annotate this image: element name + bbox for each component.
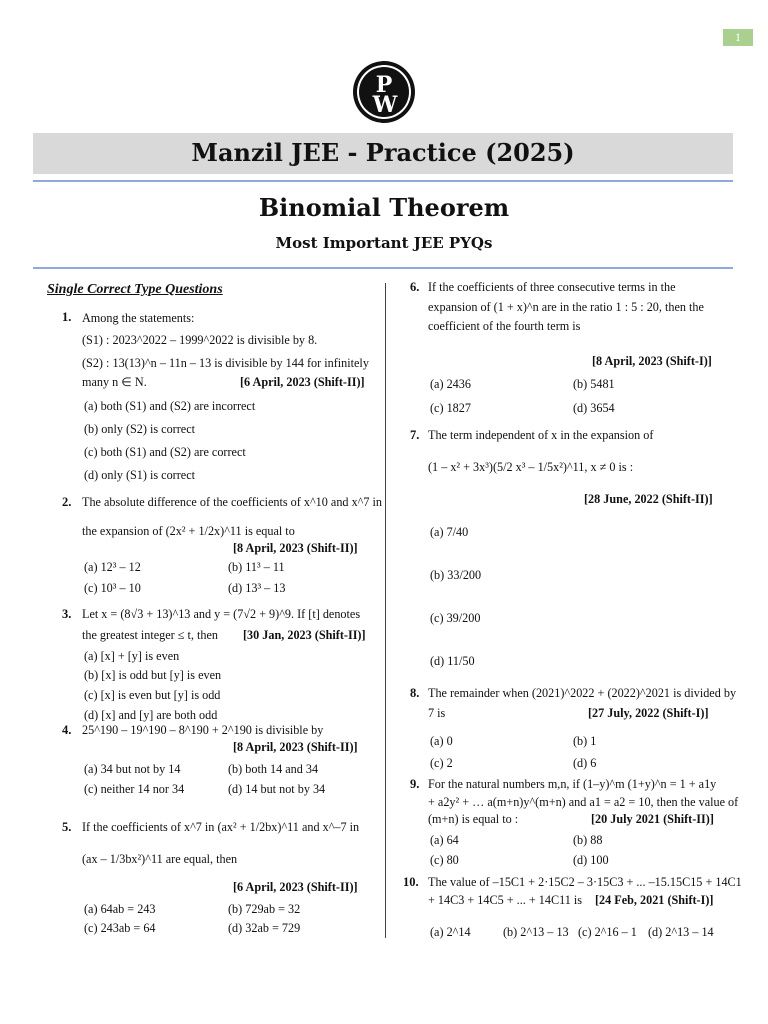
question-10-option-c: (c) 2^16 – 1 <box>578 925 637 939</box>
question-1-statement-2-cont: many n ∈ N. <box>82 375 147 389</box>
question-6-option-a: (a) 2436 <box>430 377 471 391</box>
question-4-option-a: (a) 34 but not by 14 <box>84 762 181 776</box>
question-8-text: The remainder when (2021)^2022 + (2022)^2021 is divided by <box>428 686 737 700</box>
svg-text:P: P <box>375 72 393 98</box>
question-1-option-d: (d) only (S1) is correct <box>84 468 196 482</box>
question-8-number: 8. <box>410 686 420 700</box>
question-3-option-b: (b) [x] is odd but [y] is even <box>84 668 222 682</box>
question-1-statement-2: (S2) : 13(13)^n – 11n – 13 is divisible by 144 for infinitely <box>82 356 369 370</box>
question-6-text-3: coefficient of the fourth term is <box>428 319 581 333</box>
question-5-number: 5. <box>62 820 72 834</box>
question-2-option-b: (b) 11³ – 11 <box>228 560 285 574</box>
question-7-source: [28 June, 2022 (Shift-II)] <box>584 492 713 506</box>
question-2-option-c: (c) 10³ – 10 <box>84 581 141 595</box>
question-10-text: The value of –15C1 + 2·15C2 – 3·15C3 + ... –15.15C15 + 14C1 <box>428 875 742 889</box>
question-1-number: 1. <box>62 310 72 324</box>
question-3-option-c: (c) [x] is even but [y] is odd <box>84 688 221 702</box>
pw-logo-icon <box>352 60 416 124</box>
section-title: Single Correct Type Questions <box>47 282 223 297</box>
question-9-option-a: (a) 64 <box>430 833 459 847</box>
divider-bottom <box>33 267 733 269</box>
question-7-option-b: (b) 33/200 <box>430 568 482 582</box>
question-2-number: 2. <box>62 495 72 509</box>
question-10-text-2: + 14C3 + 14C5 + ... + 14C11 is <box>428 893 583 907</box>
question-10-option-b: (b) 2^13 – 13 <box>503 925 569 939</box>
question-2-text: The absolute difference of the coefficients of x^10 and x^7 in <box>82 495 382 509</box>
question-10-number: 10. <box>403 875 419 889</box>
question-10-option-a: (a) 2^14 <box>430 925 471 939</box>
question-7-number: 7. <box>410 428 420 442</box>
question-9-text-2: + a2y² + … a(m+n)y^(m+n) and a1 = a2 = 10, then the value of <box>428 795 739 809</box>
question-6-option-c: (c) 1827 <box>430 401 471 415</box>
question-9-option-b: (b) 88 <box>573 833 603 847</box>
question-6-source: [8 April, 2023 (Shift-I)] <box>592 354 712 368</box>
question-6-text: If the coefficients of three consecutive terms in the <box>428 280 676 294</box>
question-2-option-d: (d) 13³ – 13 <box>228 581 286 595</box>
question-4-option-d: (d) 14 but not by 34 <box>228 782 326 796</box>
question-4-source: [8 April, 2023 (Shift-II)] <box>233 740 358 754</box>
question-5-text: If the coefficients of x^7 in (ax² + 1/2bx)^11 and x^–7 in <box>82 820 360 834</box>
question-8-option-b: (b) 1 <box>573 734 597 748</box>
question-5-option-d: (d) 32ab = 729 <box>228 921 301 935</box>
question-6-text-2: expansion of (1 + x)^n are in the ratio 1 : 5 : 20, then the <box>428 300 704 314</box>
question-8-option-c: (c) 2 <box>430 756 453 770</box>
question-1-option-c: (c) both (S1) and (S2) are correct <box>84 445 246 459</box>
question-3-text-2: the greatest integer ≤ t, then <box>82 628 218 642</box>
question-3-option-d: (d) [x] and [y] are both odd <box>84 708 218 722</box>
question-7-option-d: (d) 11/50 <box>430 654 475 668</box>
page-title: Manzil JEE - Practice (2025) <box>191 138 575 167</box>
question-3-option-a: (a) [x] + [y] is even <box>84 649 180 663</box>
question-3-source: [30 Jan, 2023 (Shift-II)] <box>243 628 366 642</box>
question-2-text-2: the expansion of (2x² + 1/2x)^11 is equal to <box>82 524 295 538</box>
question-5-option-b: (b) 729ab = 32 <box>228 902 301 916</box>
question-9-text: For the natural numbers m,n, if (1–y)^m (1+y)^n = 1 + a1y <box>428 777 717 791</box>
question-5-text-2: (ax – 1/3bx²)^11 are equal, then <box>82 852 238 866</box>
question-3-number: 3. <box>62 607 72 621</box>
question-1-statement-1: (S1) : 2023^2022 – 1999^2022 is divisible by 8. <box>82 333 318 347</box>
question-10-option-d: (d) 2^13 – 14 <box>648 925 714 939</box>
question-7-text: The term independent of x in the expansion of <box>428 428 654 442</box>
chapter-heading: Binomial Theorem <box>258 193 510 222</box>
question-9-number: 9. <box>410 777 420 791</box>
question-6-option-d: (d) 3654 <box>573 401 615 415</box>
question-8-text-2: 7 is <box>428 706 446 720</box>
question-10-source: [24 Feb, 2021 (Shift-I)] <box>595 893 714 907</box>
question-4-option-b: (b) both 14 and 34 <box>228 762 319 776</box>
svg-text:W: W <box>372 92 398 118</box>
question-8-option-a: (a) 0 <box>430 734 453 748</box>
question-1-text: Among the statements: <box>82 311 195 325</box>
question-2-source: [8 April, 2023 (Shift-II)] <box>233 541 358 555</box>
question-7-option-a: (a) 7/40 <box>430 525 469 539</box>
question-1-option-b: (b) only (S2) is correct <box>84 422 196 436</box>
question-6-number: 6. <box>410 280 420 294</box>
question-1-source: [6 April, 2023 (Shift-II)] <box>240 375 365 389</box>
question-5-source: [6 April, 2023 (Shift-II)] <box>233 880 358 894</box>
question-9-text-3: (m+n) is equal to : <box>428 812 519 826</box>
question-1-option-a: (a) both (S1) and (S2) are incorrect <box>84 399 256 413</box>
question-5-option-c: (c) 243ab = 64 <box>84 921 156 935</box>
question-7-text-2: (1 – x² + 3x³)(5/2 x³ – 1/5x²)^11, x ≠ 0 is : <box>428 460 634 474</box>
question-9-option-c: (c) 80 <box>430 853 459 867</box>
question-8-source: [27 July, 2022 (Shift-I)] <box>588 706 709 720</box>
divider-top <box>33 180 733 182</box>
question-4-number: 4. <box>62 723 72 737</box>
question-9-option-d: (d) 100 <box>573 853 609 867</box>
question-9-source: [20 July 2021 (Shift-II)] <box>591 812 714 826</box>
question-4-option-c: (c) neither 14 nor 34 <box>84 782 185 796</box>
question-5-option-a: (a) 64ab = 243 <box>84 902 156 916</box>
question-3-text: Let x = (8√3 + 13)^13 and y = (7√2 + 9)^9. If [t] denotes <box>82 607 361 621</box>
chapter-subheading: Most Important JEE PYQs <box>275 234 493 252</box>
question-8-option-d: (d) 6 <box>573 756 597 770</box>
question-2-option-a: (a) 12³ – 12 <box>84 560 141 574</box>
column-divider <box>385 283 386 938</box>
question-4-text: 25^190 – 19^190 – 8^190 + 2^190 is divisible by <box>82 723 324 737</box>
question-6-option-b: (b) 5481 <box>573 377 615 391</box>
page-number: 1 <box>723 29 753 46</box>
question-7-option-c: (c) 39/200 <box>430 611 481 625</box>
